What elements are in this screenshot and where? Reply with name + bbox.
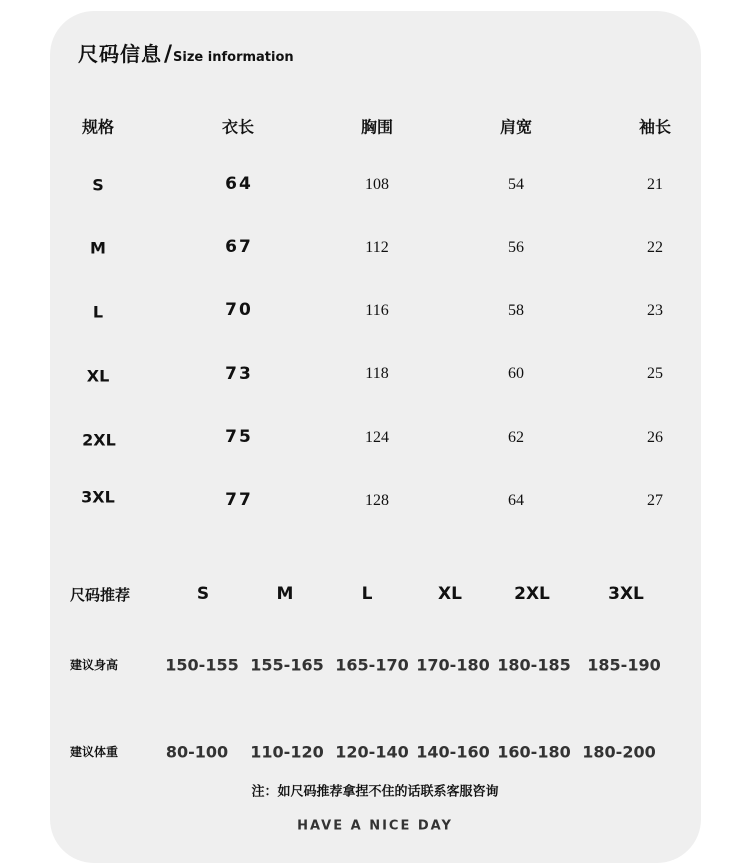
table-cell-shoulder: 62 bbox=[508, 429, 524, 446]
weight-range: 140-160 bbox=[416, 742, 490, 762]
height-range: 155-165 bbox=[250, 655, 324, 675]
title-en: Size information bbox=[173, 50, 294, 65]
table-cell-shoulder: 64 bbox=[508, 492, 524, 509]
page-title bbox=[78, 38, 294, 67]
table-cell-sleeve: 22 bbox=[647, 239, 663, 256]
recommend-size: XL bbox=[438, 584, 462, 604]
table-cell-size: 2XL bbox=[82, 430, 116, 450]
recommend-label: 尺码推荐 bbox=[70, 586, 131, 604]
table-cell-length: 70 bbox=[225, 300, 253, 320]
table-cell-chest: 118 bbox=[365, 365, 389, 382]
table-cell-length: 77 bbox=[225, 490, 253, 510]
table-cell-shoulder: 60 bbox=[508, 365, 524, 382]
height-range: 170-180 bbox=[416, 655, 490, 675]
table-cell-length: 73 bbox=[225, 364, 253, 384]
header-spec: 规格 bbox=[81, 117, 115, 137]
table-cell-sleeve: 21 bbox=[647, 176, 663, 193]
table-cell-size: S bbox=[92, 175, 104, 195]
weight-range: 120-140 bbox=[335, 742, 409, 762]
table-cell-shoulder: 54 bbox=[508, 176, 524, 193]
table-cell-chest: 128 bbox=[365, 492, 389, 509]
height-range: 180-185 bbox=[497, 655, 571, 675]
footer-slogan: HAVE A NICE DAY bbox=[297, 818, 453, 834]
recommend-size: S bbox=[196, 584, 210, 604]
table-cell-chest: 108 bbox=[365, 176, 389, 193]
header-chest: 胸围 bbox=[360, 117, 394, 137]
recommend-size: 2XL bbox=[514, 584, 550, 604]
header-shoulder: 肩宽 bbox=[499, 117, 533, 137]
weight-range: 110-120 bbox=[250, 742, 324, 762]
height-label: 建议身高 bbox=[70, 658, 119, 672]
title-cn: 尺码信息 bbox=[78, 42, 162, 66]
table-cell-size: L bbox=[92, 302, 104, 322]
table-cell-length: 64 bbox=[225, 174, 253, 194]
weight-label: 建议体重 bbox=[70, 745, 119, 759]
table-cell-sleeve: 26 bbox=[647, 429, 663, 446]
table-cell-chest: 116 bbox=[365, 302, 389, 319]
table-cell-size: XL bbox=[86, 366, 110, 386]
weight-range: 80-100 bbox=[165, 742, 229, 762]
table-cell-sleeve: 25 bbox=[647, 365, 663, 382]
table-cell-shoulder: 56 bbox=[508, 239, 524, 256]
weight-range: 160-180 bbox=[497, 742, 571, 762]
table-cell-chest: 112 bbox=[365, 239, 389, 256]
table-cell-sleeve: 23 bbox=[647, 302, 663, 319]
recommend-size: 3XL bbox=[608, 584, 644, 604]
table-cell-length: 75 bbox=[225, 427, 253, 447]
table-cell-shoulder: 58 bbox=[508, 302, 524, 319]
height-range: 165-170 bbox=[335, 655, 409, 675]
recommend-size: M bbox=[276, 584, 294, 604]
recommend-size: L bbox=[361, 584, 373, 604]
table-cell-length: 67 bbox=[225, 237, 253, 257]
table-cell-chest: 124 bbox=[365, 429, 389, 446]
size-note: 注：如尺码推荐拿捏不住的话联系客服咨询 bbox=[251, 784, 499, 800]
table-cell-sleeve: 27 bbox=[647, 492, 663, 509]
table-cell-size: 3XL bbox=[81, 487, 115, 507]
header-sleeve: 袖长 bbox=[638, 117, 672, 137]
height-range: 185-190 bbox=[587, 655, 661, 675]
title-slash: / bbox=[164, 42, 174, 67]
height-range: 150-155 bbox=[165, 655, 239, 675]
header-length: 衣长 bbox=[221, 117, 255, 137]
weight-range: 180-200 bbox=[582, 742, 656, 762]
table-cell-size: M bbox=[90, 238, 106, 258]
